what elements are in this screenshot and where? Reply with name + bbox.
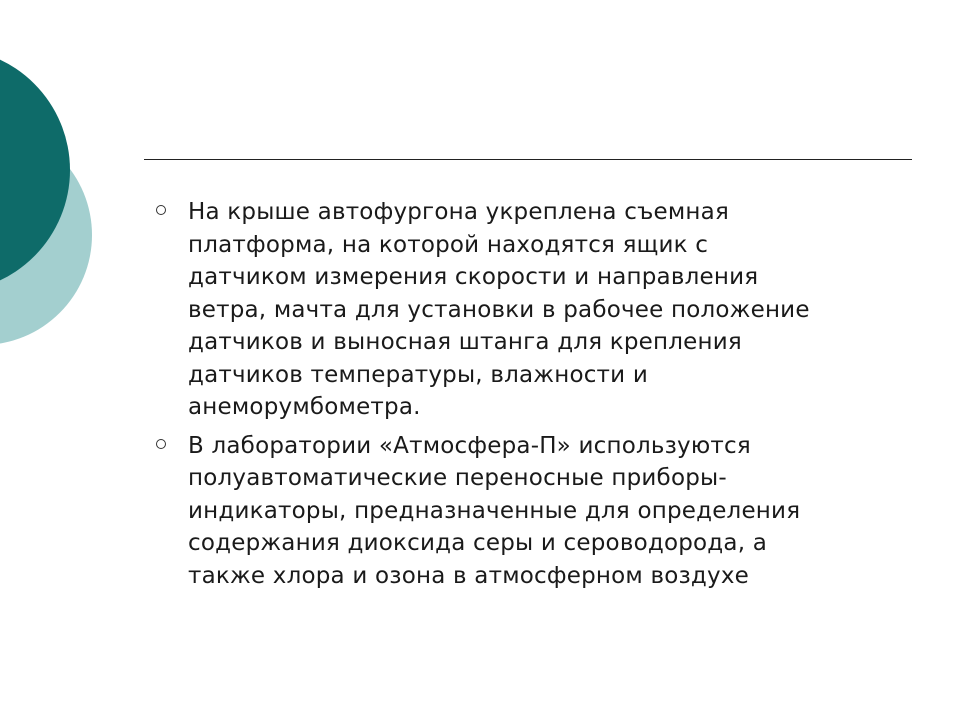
text-line: В лаборатории «Атмосфера-П» используются (188, 432, 751, 459)
text-line: анеморумбометра. (188, 394, 421, 420)
decorative-circles (0, 0, 120, 400)
bullet-text (188, 196, 897, 424)
text-line: датчиков и выносная штанга для крепления (188, 329, 742, 355)
text-line: платформа, на которой находятся ящик с (188, 231, 709, 258)
bullet-text (188, 430, 897, 593)
text-line: содержания диоксида серы и сероводорода, а (188, 530, 768, 556)
text-line: также хлора и озона в атмосферном воздухе (188, 562, 749, 589)
text-line: датчиком измерения скорости и направления (188, 264, 759, 290)
title-divider (144, 159, 912, 160)
text-line: индикаторы, предназначенные для определения (188, 497, 801, 524)
text-line: ветра, мачта для установки в рабочее положение (188, 296, 810, 323)
text-line: датчиков температуры, влажности и (188, 361, 648, 388)
text-line: На крыше автофургона укреплена съемная (188, 199, 730, 225)
bullet-list (152, 196, 897, 598)
hollow-circle-bullet-icon (156, 205, 166, 215)
bullet-item-laboratory-instruments (152, 430, 897, 593)
hollow-circle-bullet-icon (156, 439, 166, 449)
bullet-item-rooftop-platform (152, 196, 897, 424)
text-line: полуавтоматические переносные приборы- (188, 465, 727, 491)
